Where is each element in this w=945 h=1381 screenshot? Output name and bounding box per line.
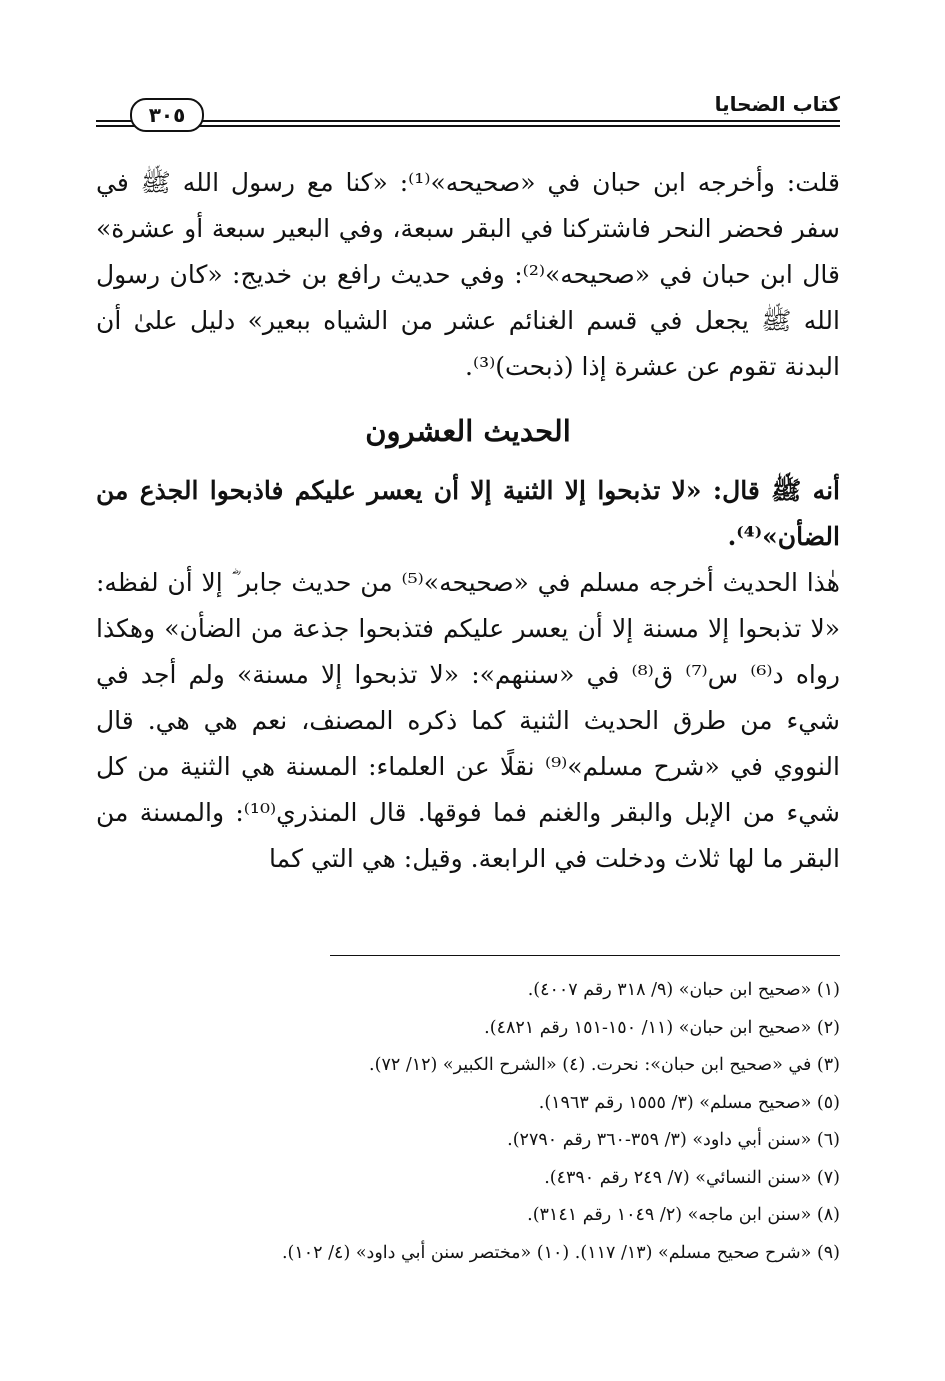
footnote: (٧) «سنن النسائي» (٧/ ٢٤٩ رقم ٤٣٩٠). [544, 1167, 840, 1188]
footnote: (٢) «صحيح ابن حبان» (١١/ ١٥٠-١٥١ رقم ٤٨٢١). [484, 1017, 840, 1038]
section-heading: الحديث العشرون [365, 414, 571, 448]
paragraph: قلت: وأخرجه ابن حبان في «صحيحه»⁽¹⁾: «كنا مع رسول الله ﷺ في سفر فحضر النحر فاشتركنا في البقر سبعة، وفي البعير سبعة أو عشرة» قال ابن حبان في «صحيحه»⁽²⁾: وفي حديث رافع بن خديج: «كان رسول الله ﷺ يجعل في قسم الغنائم عشر من الشياه ببعير» دليل علىٰ أن البدنة تقوم عن عشرة إذا (ذبحت)⁽³⁾. [96, 168, 840, 381]
running-header [96, 92, 840, 132]
footnote: (٥) «صحيح مسلم» (٣/ ١٥٥٥ رقم ١٩٦٣). [538, 1092, 840, 1113]
footnote: (٣) في «صحيح ابن حبان»: نحرت. (٤) «الشرح الكبير» (١٢/ ٧٢). [369, 1055, 840, 1075]
main-text [96, 160, 840, 882]
header-rule-bottom [96, 125, 840, 127]
chapter-title: كتاب الضحايا [705, 92, 840, 116]
footnotes [96, 972, 840, 1272]
footnote-separator [330, 955, 840, 956]
footnote: (٨) «سنن ابن ماجه» (٢/ ١٠٤٩ رقم ٣١٤١). [527, 1205, 840, 1225]
footnote: (٦) «سنن أبي داود» (٣/ ٣٥٩-٣٦٠ رقم ٢٧٩٠). [507, 1130, 840, 1150]
hadith-text: أنه ﷺ قال: «لا تذبحوا إلا الثنية إلا أن يعسر عليكم فاذبحوا الجذع من الضأن»⁽⁴⁾. [96, 476, 840, 551]
header-rule-top [96, 120, 840, 122]
page-number: ٣٠٥ [130, 98, 204, 132]
paragraph: هٰذا الحديث أخرجه مسلم في «صحيحه»⁽⁵⁾ من حديث جابر ؓ إلا أن لفظه: «لا تذبحوا إلا مسنة إلا أن يعسر عليكم فتذبحوا جذعة من الضأن» وهكذا رواه د⁽⁶⁾ س⁽⁷⁾ ق⁽⁸⁾ في «سننهم»: «لا تذبحوا إلا مسنة» ولم أجد في شيء من طرق الحديث الثنية كما ذكره المصنف، نعم هي هي. قال النووي في «شرح مسلم»⁽⁹⁾ نقلًا عن العلماء: المسنة هي الثنية من كل شيء من الإبل والبقر والغنم فما فوقها. قال المنذري⁽¹⁰⁾: والمسنة من البقر ما لها ثلاث ودخلت في الرابعة. وقيل: هي التي كما [96, 568, 841, 873]
footnote: (١) «صحيح ابن حبان» (٩/ ٣١٨ رقم ٤٠٠٧). [527, 980, 840, 1000]
footnote: (٩) «شرح صحيح مسلم» (١٣/ ١١٧). (١٠) «مختصر سنن أبي داود» (٤/ ١٠٢). [281, 1242, 840, 1263]
